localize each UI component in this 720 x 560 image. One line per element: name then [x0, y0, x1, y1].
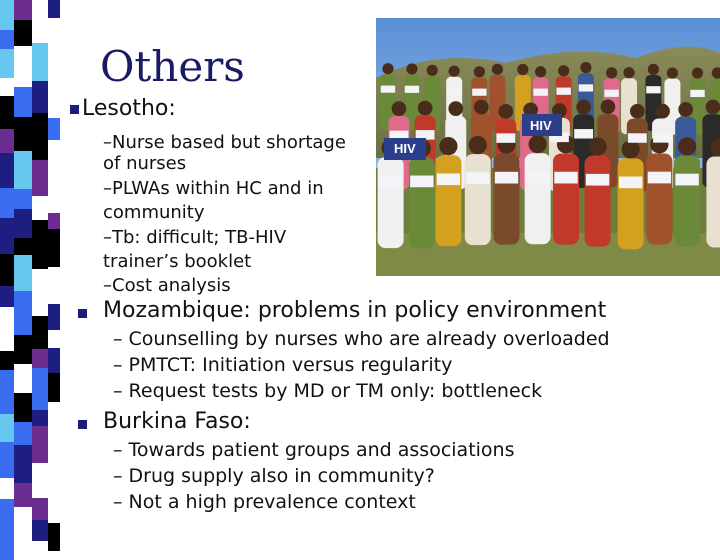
photo-card: [648, 172, 671, 184]
photo-person-head: [449, 66, 460, 77]
stripe-block: [48, 58, 60, 88]
group-photo: [376, 18, 720, 276]
stripe-block: [32, 160, 48, 196]
stripe-block: [14, 209, 32, 238]
stripe-block: [14, 117, 32, 151]
photo-person: [553, 154, 579, 245]
photo-card: [579, 84, 593, 91]
photo-card: [379, 175, 402, 187]
photo-person-head: [498, 104, 513, 119]
stripe-block: [0, 370, 14, 414]
burkina-item: – Towards patient groups and associations: [113, 439, 515, 461]
photo-person: [378, 157, 404, 248]
group-photo-illustration: [376, 18, 720, 276]
lesotho-line: of nurses: [103, 153, 187, 174]
mozambique-item: – Counselling by nurses who are already overloaded: [113, 328, 610, 350]
photo-person-head: [392, 101, 407, 116]
photo-person-head: [558, 65, 569, 76]
photo-person-head: [606, 67, 617, 78]
photo-card: [690, 90, 704, 97]
lesotho-line: –Nurse based but shortage: [103, 132, 346, 153]
photo-card: [556, 88, 570, 95]
stripe-block: [14, 238, 32, 255]
stripe-block: [0, 414, 14, 442]
photo-person-head: [427, 65, 438, 76]
photo-card: [405, 86, 419, 93]
photo-person-head: [667, 67, 678, 78]
photo-person-head: [630, 104, 645, 119]
stripe-block: [48, 445, 60, 464]
stripe-block: [0, 78, 14, 96]
photo-person: [465, 154, 491, 245]
mozambique-item: – Request tests by MD or TM only: bottleneck: [113, 380, 543, 402]
photo-person-head: [517, 64, 528, 75]
stripe-block: [0, 528, 14, 560]
photo-card: [472, 89, 486, 96]
stripe-block: [48, 160, 60, 194]
photo-person-head: [529, 135, 547, 153]
photo-card: [604, 90, 618, 97]
stripe-block: [32, 269, 48, 287]
stripe-block: [32, 426, 48, 463]
stripe-block: [48, 304, 60, 330]
stripe-block: [48, 18, 60, 58]
stripe-block: [0, 96, 14, 129]
photo-card: [495, 172, 518, 184]
stripe-block: [14, 20, 32, 46]
photo-card: [628, 133, 647, 142]
mozambique-heading: Mozambique: problems in policy environment: [103, 298, 607, 323]
burkina-item: – Not a high prevalence context: [113, 491, 416, 513]
photo-person: [618, 158, 644, 249]
stripe-block: [32, 368, 48, 410]
stripe-block: [32, 287, 48, 316]
stripe-block: [14, 151, 32, 189]
photo-person-head: [406, 63, 417, 74]
stripe-block: [48, 494, 60, 523]
stripe-block: [32, 520, 48, 541]
photo-person-head: [706, 100, 720, 115]
photo-person-head: [678, 137, 696, 155]
photo-person-head: [648, 64, 659, 75]
stripe-block: [32, 43, 48, 81]
stripe-block: [0, 286, 14, 307]
photo-card: [554, 172, 577, 184]
photo-card: [381, 86, 395, 93]
decorative-side-stripe: [0, 0, 60, 540]
stripe-block: [0, 188, 14, 218]
stripe-block: [0, 499, 14, 528]
photo-person-head: [448, 101, 463, 116]
burkina-heading: Burkina Faso:: [103, 409, 251, 434]
stripe-block: [48, 267, 60, 304]
stripe-block: [48, 348, 60, 373]
stripe-block: [14, 46, 32, 64]
photo-person-head: [469, 136, 487, 154]
photo-person: [706, 157, 720, 248]
stripe-block: [48, 0, 60, 18]
stripe-block: [14, 291, 32, 335]
photo-person-head: [474, 66, 485, 77]
photo-card: [675, 174, 698, 186]
stripe-block: [0, 442, 14, 478]
stripe-block: [0, 478, 14, 499]
photo-card: [410, 176, 433, 188]
stripe-block: [32, 0, 48, 43]
stripe-block: [32, 410, 48, 426]
photo-card: [586, 174, 609, 186]
stripe-block: [14, 393, 32, 422]
stripe-block: [48, 88, 60, 118]
burkina-item: – Drug supply also in community?: [113, 465, 435, 487]
photo-person-head: [580, 62, 591, 73]
stripe-block: [48, 523, 60, 551]
bullet-square: [78, 420, 87, 429]
photo-person-head: [692, 67, 703, 78]
slide-title: Others: [100, 42, 245, 91]
stripe-block: [32, 220, 48, 236]
stripe-block: [32, 349, 48, 368]
stripe-block: [32, 236, 48, 269]
photo-person-head: [382, 63, 393, 74]
stripe-block: [48, 118, 60, 140]
stripe-block: [48, 402, 60, 445]
stripe-block: [48, 213, 60, 229]
stripe-block: [32, 316, 48, 349]
stripe-block: [0, 30, 14, 49]
photo-person: [409, 157, 435, 248]
photo-card: [646, 86, 660, 93]
photo-card: [574, 129, 593, 138]
lesotho-line: trainer’s booklet: [103, 251, 252, 272]
bullet-square: [78, 309, 87, 318]
stripe-block: [0, 49, 14, 78]
stripe-block: [48, 464, 60, 494]
mozambique-item: – PMTCT: Initiation versus regularity: [113, 354, 453, 376]
photo-person: [646, 153, 672, 244]
photo-person: [493, 154, 519, 245]
photo-person-head: [678, 102, 693, 117]
stripe-block: [48, 140, 60, 160]
photo-card: [437, 173, 460, 185]
stripe-block: [14, 445, 32, 483]
lesotho-line: –Tb: difficult; TB-HIV: [103, 227, 287, 248]
photo-person-head: [474, 100, 489, 115]
stripe-block: [0, 254, 14, 286]
photo-person-head: [439, 137, 457, 155]
photo-person-head: [601, 99, 616, 114]
photo-person-head: [622, 140, 640, 158]
stripe-block: [48, 194, 60, 213]
stripe-block: [48, 229, 60, 267]
photo-person: [435, 155, 461, 246]
stripe-block: [14, 255, 32, 291]
stripe-block: [14, 87, 32, 117]
photo-person-head: [492, 64, 503, 75]
photo-card: [619, 177, 642, 189]
stripe-block: [14, 507, 32, 548]
photo-person: [585, 156, 611, 247]
stripe-block: [32, 498, 48, 520]
photo-sign-hiv: HIV: [530, 118, 552, 133]
stripe-block: [0, 153, 14, 188]
stripe-block: [0, 218, 14, 254]
stripe-block: [32, 81, 48, 113]
stripe-block: [0, 0, 14, 30]
photo-person-head: [418, 101, 433, 116]
photo-person-head: [588, 137, 606, 155]
stripe-block: [14, 64, 32, 87]
photo-card: [447, 88, 461, 95]
photo-card: [526, 171, 549, 183]
stripe-block: [48, 330, 60, 348]
stripe-block: [0, 351, 14, 370]
stripe-block: [14, 335, 32, 364]
stripe-block: [14, 422, 32, 445]
lesotho-line: –Cost analysis: [103, 275, 231, 296]
stripe-block: [32, 463, 48, 498]
stripe-block: [32, 113, 48, 138]
stripe-block: [32, 138, 48, 160]
stripe-block: [14, 483, 32, 507]
photo-card: [496, 133, 515, 142]
stripe-block: [0, 307, 14, 351]
bullet-square: [70, 105, 79, 114]
photo-person-head: [576, 100, 591, 115]
stripe-block: [14, 189, 32, 209]
lesotho-line: –PLWAs within HC and in: [103, 178, 324, 199]
stripe-block: [48, 373, 60, 402]
lesotho-heading: Lesotho:: [82, 96, 176, 121]
photo-sign-hiv: HIV: [394, 141, 416, 156]
stripe-block: [32, 196, 48, 220]
stripe-block: [14, 0, 32, 20]
photo-person: [525, 153, 551, 244]
photo-card: [653, 133, 672, 142]
photo-person-head: [623, 67, 634, 78]
photo-person-head: [535, 66, 546, 77]
stripe-block: [14, 364, 32, 393]
photo-card: [466, 172, 489, 184]
photo-card: [533, 89, 547, 96]
photo-person: [674, 155, 700, 246]
stripe-block: [0, 129, 14, 153]
photo-person-head: [655, 104, 670, 119]
lesotho-line: community: [103, 202, 205, 223]
